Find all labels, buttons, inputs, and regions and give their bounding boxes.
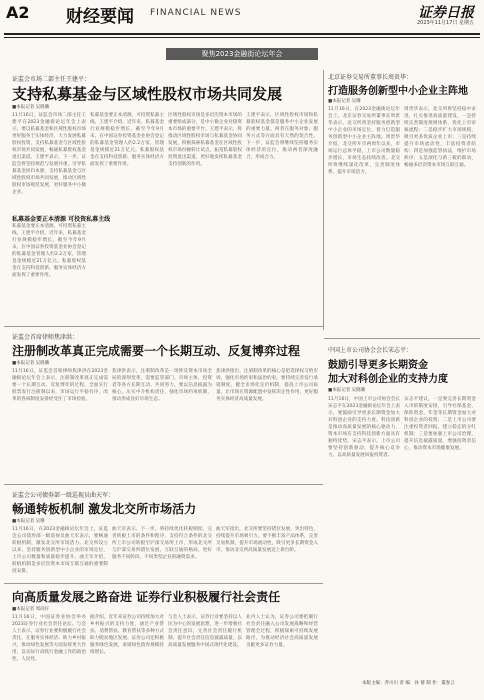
article-3-body-col2: 焦津洪表示，注册制改革是一场涉及资本市场全局的深刻变革，需要监管部门、市场主体、投资者等各方长期互动、共同努力。要以信息披露为核心，压实中介机构责任，强化市场约束机制，推动形成良好市场生态。 — [112, 369, 212, 402]
section-title: 财经要闻 — [66, 7, 134, 27]
article-2-body-col1: 11月16日，在2023金融街论坛年会上，北京证券交易所董事长周贵华表示，北交所将坚持服务创新型中小企业的市场定位，着力打造服务创新型中小企业主阵地。周贵华介绍，北交所开市两周年以来，市场运行总体平稳，上市公司数量稳步增长，市场生态持续改善。北交所将继续深化改革，完善制度体系，提升市场活力。 — [328, 107, 400, 175]
editor-credits: 本版主编：乔川川 责 编：孙 倩 制 作：董春云 — [362, 681, 455, 686]
article-6-headline[interactable]: 向高质量发展之路奋进 证券行业积极履行社会责任 — [12, 590, 281, 604]
section-divider — [4, 484, 323, 485]
article-4-headline-line2[interactable]: 加大对科创企业的支持力度 — [328, 374, 448, 385]
article-1-body-col1b: 私募基金要正本清源，可投资私募主线。王建平介绍，近年来，私募基金行业规模稳步增长，截至今年9月末，在中国证券投资基金业协会登记的私募基金管理人约2.2万家，管理基金规模近21万亿元。私募股权基金在支持科技创新、服务实体经济方面发挥了重要作用。 — [12, 224, 86, 278]
article-6-body-col2: 据介绍，近年来证券公司持续加大对乡村振兴的支持力度，通过产业帮扶、消费帮扶、教育帮扶等多种方式助力脱贫地区发展。证券公司还积极服务绿色发展，承销绿色债券规模持续增长。 — [90, 615, 164, 655]
article-5-byline: ■本报记者 吴珊 — [12, 519, 45, 524]
section-divider — [4, 583, 323, 584]
article-2-headline[interactable]: 打造服务创新型中小企业主阵地 — [328, 86, 468, 97]
article-5-body-col1: 11月16日，在2023金融街论坛年会上，证监会公司债券部一级巡视员曲天军表示，要畅通转板机制，激发北交所市场活力。北交所设立以来，坚持服务创新型中小企业的市场定位，上市公司数量和质量稳步提升。曲天军介绍，转板机制是多层次资本市场互联互通的重要制度安排。 — [12, 527, 108, 574]
article-4-headline-line1[interactable]: 鼓励引导更多长期资金 — [328, 360, 428, 371]
section-title-en: FINANCIAL NEWS — [150, 8, 242, 18]
article-3-body-col1: 11月16日，证监会首席律师焦津洪在2023金融街论坛年会上表示，注册制改革真正完成需要一个长期互动、反复博弈的过程。全面实行股票发行注册制以来，市场运行平稳有序，改革的各项制度安排经受住了市场检验。 — [12, 369, 108, 402]
header-rule-thin — [4, 37, 480, 38]
article-6-byline: ■本报记者 周尚仔 — [12, 607, 50, 612]
article-6-body-col3: 与会人士表示，证券行业要坚持以人民为中心的发展思想，进一步增强社会责任意识，完善社会责任履行机制，提升社会责任信息披露质量，以高质量发展服务中国式现代化建设。 — [168, 615, 242, 648]
article-1-body-col3: 区域性股权市场是多层次资本市场的重要组成部分，是中小微企业对接资本市场的重要平台。王建平表示，将推动区域性股权市场与私募基金协同发展，积极探索私募基金在区域性股权市场份额转让试点，拓宽私募股权投资退出渠道，更好地发挥私募基金支持创新的作用。 — [168, 113, 242, 167]
article-4-kicker: 中国上市公司协会会长宋志平： — [328, 347, 413, 354]
article-1-headline[interactable]: 支持私募基金与区域性股权市场共同发展 — [12, 85, 283, 103]
article-2-body-col2: 周贵华表示，北交所将坚持稳中求进，扎实推进高质量建设。一是持续完善制度规则体系，优化上市审核流程；二是稳步扩大市场规模，吸引更多优质企业上市；三是持续提升市场流动性，丰富投资者结构；四是加强监管执法，维护市场秩序；五是深化与新三板的联动，畅通多层次资本市场互联互通。 — [404, 107, 476, 168]
topic-banner: 聚焦2023金融街论坛年会 — [166, 48, 318, 60]
article-2-kicker: 北京证券交易所董事长周贵华： — [328, 74, 413, 81]
article-6-body-col1: 11月16日，中国证券业协会举办2023证券行业社会责任论坛。与会人士表示，证券行业要积极履行社会责任，在服务实体经济、助力乡村振兴、推动绿色发展等方面发挥更大作用，以实际行动践行金融工作的政治性、人民性。 — [12, 615, 86, 662]
article-1-body-col2: 私募基金要正本清源，可投资私募主线。王建平介绍，近年来，私募基金行业规模稳步增长，截至今年9月末，在中国证券投资基金业协会登记的私募基金管理人约2.2万家，管理基金规模近21万亿元。私募股权基金在支持科技创新、服务实体经济方面发挥了重要作用。 — [90, 113, 164, 167]
article-5-headline[interactable]: 畅通转板机制 激发北交所市场活力 — [12, 502, 197, 516]
header-rule — [4, 33, 480, 35]
article-1-body-col1: 11月16日，证监会市场二部主任王建平在2023金融街论坛年会上表示，要以私募基金和区域性股权市场更好服务于实体经济，大力发展私募股权投资，支持私募基金与区域性股权市场共同发展，畅通私募股权基金退出渠道。王建平表示，下一步，证监会将坚持规范与发展并重，引导私募基金回归本源，支持私募基金与区域性股权市场共同发展，推动区域性股权市场规范发展，更好服务中小微企业。 — [12, 113, 86, 195]
article-4-body-col1: 11月16日，中国上市公司协会会长宋志平在2023金融街论坛年会上表示，要鼓励引导更多长期资金加大对科创企业的支持力度。科技创新是推动高质量发展的核心驱动力，资本市场在支持科技创新方面具有独特优势。宋志平表示，上市公司要坚持创新驱动，提升核心竞争力，以高质量发展回报投资者。 — [328, 397, 400, 458]
page-header — [0, 0, 484, 32]
article-3-headline[interactable]: 注册制改革真正完成需要一个长期互动、反复博弈过程 — [12, 344, 301, 358]
article-5-kicker: 证监会公司债券部一级巡视员曲天军： — [12, 492, 115, 499]
article-1-byline: ■本报记者 吴晓璐 — [12, 105, 50, 110]
article-4-byline: ■本报记者 吴晓璐 — [328, 388, 366, 393]
column-divider — [323, 70, 324, 330]
article-1-subhead: 私募基金要正本清源 可投资私募主线 — [12, 216, 111, 223]
article-3-byline: ■本报记者 吴晓璐 — [12, 361, 50, 366]
article-3-kicker: 证监会首席律师焦津洪： — [12, 334, 79, 341]
article-3-body-col3: 焦津洪指出，注册制改革的核心是把选择权交给市场，强化市场约束和法治约束。要持续完善发行承销制度，健全市场化定价机制，提高上市公司质量，让市场在资源配置中发挥决定性作用，更好服务实体经济高质量发展。 — [216, 369, 318, 402]
article-5-body-col3: 曲天军指出，北交所要坚持错位发展，突出特色，持续提升市场吸引力。要不断丰富产品体系，完善交易机制，提升市场流动性，吸引更多长期资金入市，推动北交所高质量发展迈上新台阶。 — [216, 527, 318, 553]
article-1-kicker: 证监会市场二部主任王建平： — [12, 76, 91, 83]
page-number: A2 — [6, 3, 30, 22]
article-4-body-col2: 宋志平建议，一是要完善长期资金入市的制度安排，引导社保基金、保险资金、年金等长期资金加大对科创企业的投资；二是上市公司要注重投资者回报，建立稳定的分红机制；三是要加强上市公司治理，提升信息披露质量，增强投资者信心，推动资本市场健康发展。 — [404, 397, 476, 451]
article-6-body-col4: 业内人士认为，证券公司要把履行社会责任融入公司发展战略和经营管理全过程，积极探索可持续发展路径，为推动经济社会高质量发展贡献更多证券力量。 — [246, 615, 318, 648]
article-5-body-col2: 曲天军表示，下一步，将持续优化转板制度，完善转板上市的条件和程序，支持符合条件的北交所上市公司转板至沪深交易所上市，形成北交所与沪深交易所错位发展、互联互通的格局，更好服务不同阶段、不同类型企业的融资需求。 — [112, 527, 212, 560]
newspaper-logo: 证券日报 — [418, 5, 474, 21]
article-2-byline: ■本报记者 吴珊 — [328, 99, 361, 104]
article-1-body-col4: 王建平表示，区域性股权市场和私募股权基金都是服务中小企业发展的重要力量。两者在服务对象、服务方式等方面具有天然的契合性。下一步，证监会将继续坚持服务实体经济的定位，推动两者深度融合，形成合力。 — [246, 113, 318, 160]
section-divider — [324, 338, 480, 339]
section-divider — [4, 326, 323, 327]
issue-date: 2023年11月17日 星期五 — [416, 20, 474, 26]
